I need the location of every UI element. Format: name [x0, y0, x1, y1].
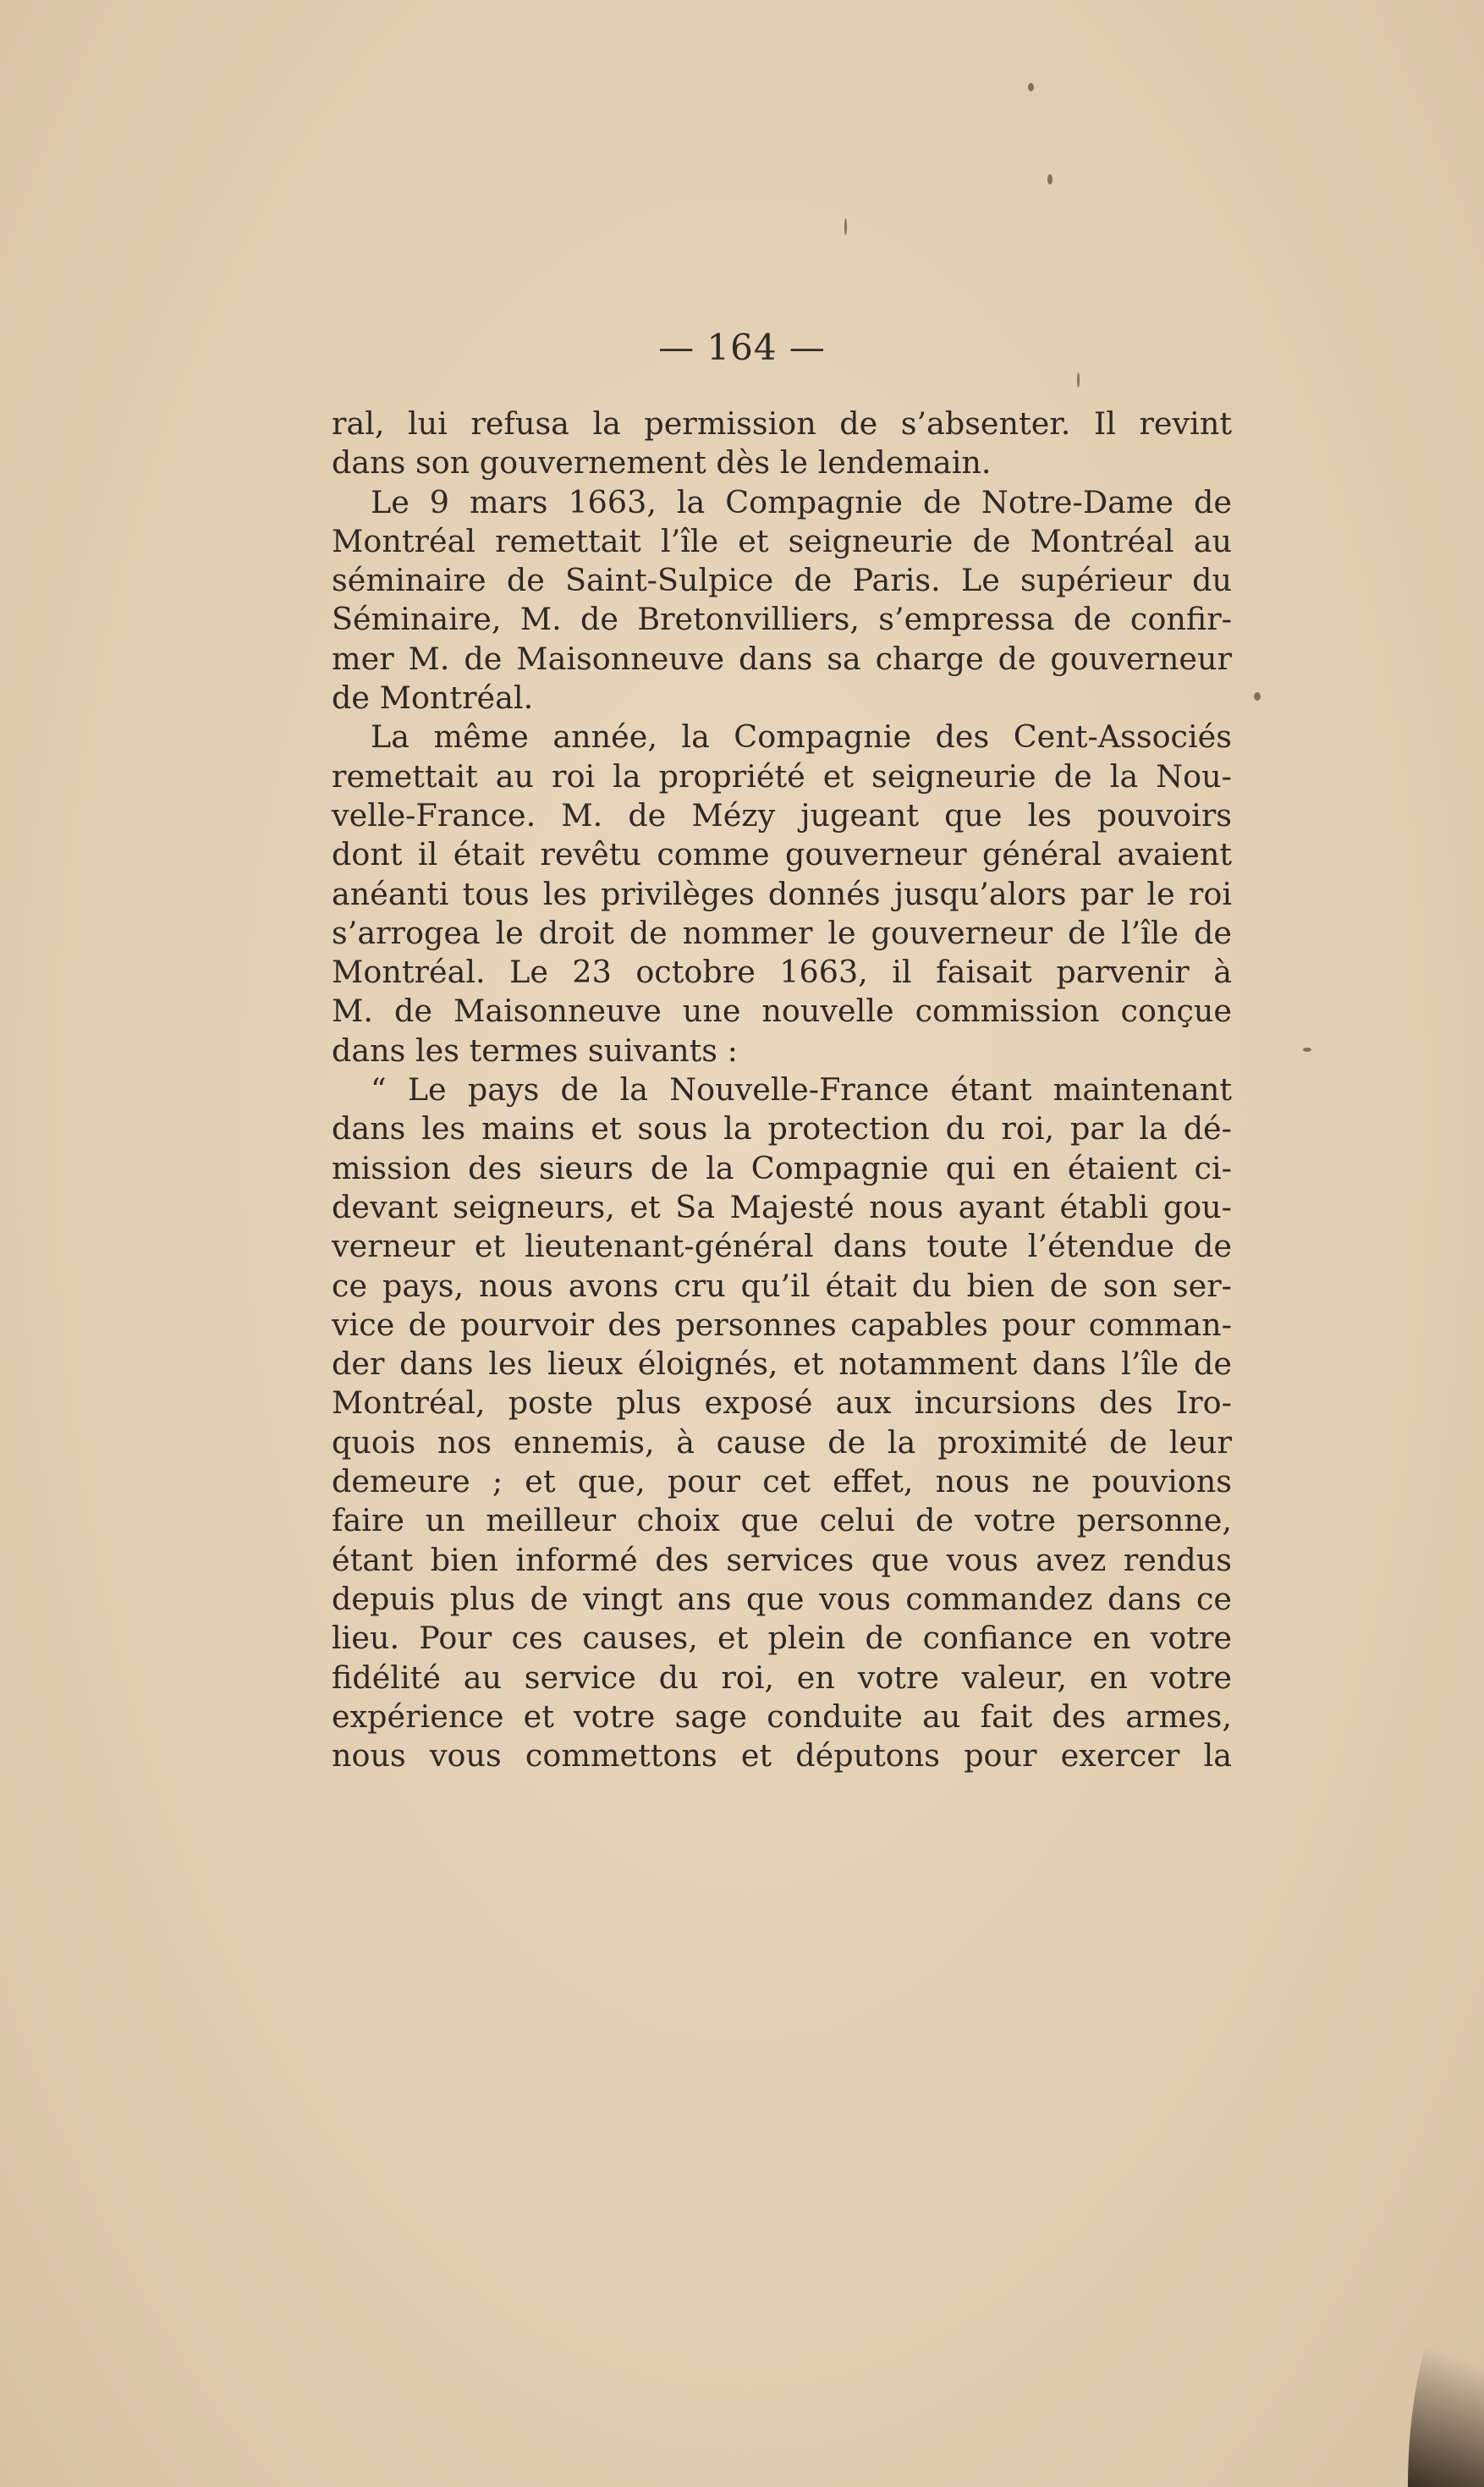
- text-line: Le 9 mars 1663, la Compagnie de Notre-Dame de: [371, 483, 1232, 520]
- text-line: devant seigneurs, et Sa Majesté nous ayant établi gou-: [332, 1188, 1232, 1225]
- text-line: dans les mains et sous la protection du roi, par la dé-: [332, 1110, 1232, 1147]
- text-line: s’arrogea le droit de nommer le gouverneur de l’île de: [332, 914, 1232, 951]
- text-line: verneur et lieutenant-général dans toute l’étendue de: [332, 1228, 1232, 1265]
- text-line: quois nos ennemis, à cause de la proximité de leur: [332, 1423, 1232, 1461]
- text-line: ral, lui refusa la permission de s’absenter. Il revint: [332, 405, 1232, 442]
- page-corner-shadow: [1408, 2267, 1484, 2487]
- text-line: expérience et votre sage conduite au fait des armes,: [332, 1697, 1232, 1735]
- text-line: remettait au roi la propriété et seigneurie de la Nou-: [332, 757, 1232, 795]
- ink-speck: [1303, 1048, 1311, 1052]
- text-line: de Montréal.: [332, 680, 534, 717]
- body-text: [332, 404, 1232, 1775]
- text-line: La même année, la Compagnie des Cent-Associés: [371, 718, 1232, 756]
- text-line: vice de pourvoir des personnes capables pour comman-: [332, 1306, 1232, 1343]
- ink-speck: [844, 218, 847, 235]
- text-line: dans son gouvernement dès le lendemain.: [332, 444, 992, 481]
- text-line: mer M. de Maisonneuve dans sa charge de gouverneur: [332, 640, 1232, 677]
- text-line: depuis plus de vingt ans que vous commandez dans ce: [332, 1580, 1232, 1617]
- ink-speck: [1028, 83, 1034, 91]
- text-line: séminaire de Saint-Sulpice de Paris. Le supérieur du: [332, 562, 1232, 599]
- text-line: mission des sieurs de la Compagnie qui en étaient ci-: [332, 1149, 1232, 1186]
- text-line: nous vous commettons et députons pour exercer la: [332, 1737, 1232, 1774]
- text-line: demeure ; et que, pour cet effet, nous ne pouvions: [332, 1463, 1232, 1500]
- text-line: Séminaire, M. de Bretonvilliers, s’empressa de confir-: [332, 601, 1232, 638]
- text-line: étant bien informé des services que vous avez rendus: [332, 1541, 1232, 1578]
- text-line: Montréal. Le 23 octobre 1663, il faisait parvenir à: [332, 954, 1232, 991]
- ink-speck: [1047, 174, 1053, 184]
- ink-speck: [1254, 692, 1261, 701]
- text-line: velle-France. M. de Mézy jugeant que les pouvoirs: [332, 796, 1232, 834]
- ink-speck: [1077, 372, 1080, 388]
- text-line: Montréal, poste plus exposé aux incursions des Iro-: [332, 1384, 1232, 1422]
- text-line: M. de Maisonneuve une nouvelle commission conçue: [332, 993, 1232, 1030]
- text-line: “ Le pays de la Nouvelle-France étant maintenant: [371, 1071, 1232, 1109]
- text-line: lieu. Pour ces causes, et plein de confiance en votre: [332, 1620, 1232, 1657]
- text-line: faire un meilleur choix que celui de votre personne,: [332, 1502, 1232, 1539]
- page-number: — 164 —: [658, 327, 826, 368]
- text-line: Montréal remettait l’île et seigneurie de Montréal au: [332, 522, 1232, 559]
- text-line: dont il était revêtu comme gouverneur général avaient: [332, 836, 1232, 873]
- text-line: ce pays, nous avons cru qu’il était du bien de son ser-: [332, 1267, 1232, 1304]
- text-line: der dans les lieux éloignés, et notamment dans l’île de: [332, 1345, 1232, 1383]
- text-line: dans les termes suivants :: [332, 1032, 738, 1069]
- text-line: fidélité au service du roi, en votre valeur, en votre: [332, 1659, 1232, 1696]
- text-line: anéanti tous les privilèges donnés jusqu’alors par le roi: [332, 875, 1232, 912]
